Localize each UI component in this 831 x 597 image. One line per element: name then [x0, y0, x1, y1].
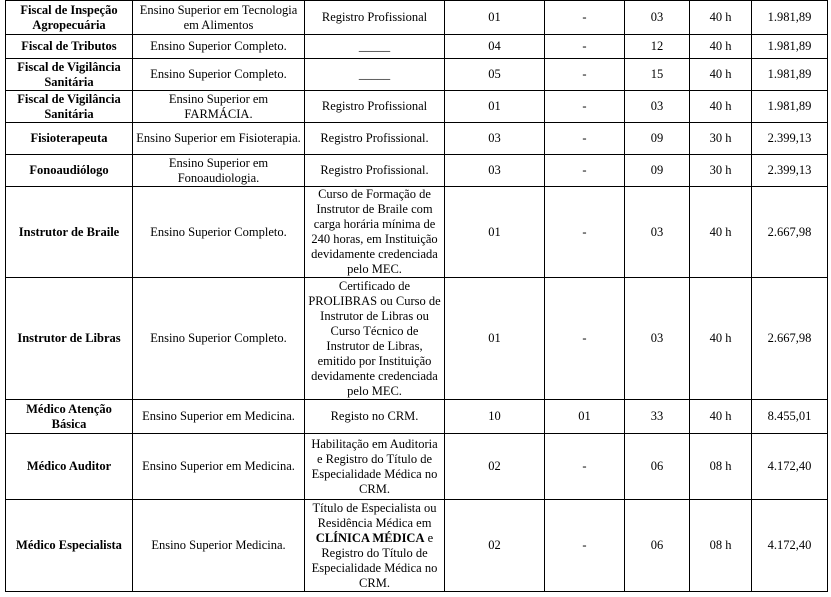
table-row — [6, 434, 828, 500]
cell-pcd: - — [545, 91, 625, 123]
cell-requisito — [305, 123, 445, 155]
cell-cargo: Fiscal de Vigilância Sanitária — [6, 59, 133, 91]
cell-carga: 30 h — [690, 123, 752, 155]
cell-pcd: - — [545, 155, 625, 187]
requisito-text: _____ — [358, 67, 391, 81]
requisito-text: Registo no CRM. — [330, 409, 419, 423]
cell-cr: 15 — [625, 59, 690, 91]
cell-cr: 12 — [625, 35, 690, 59]
cell-ampla: 01 — [445, 91, 545, 123]
cell-carga: 40 h — [690, 59, 752, 91]
cell-requisito — [305, 35, 445, 59]
cell-vencimento: 1.981,89 — [752, 59, 828, 91]
cell-escolaridade: Ensino Superior em Fonoaudiologia. — [133, 155, 305, 187]
cell-ampla: 01 — [445, 1, 545, 35]
cell-vencimento: 1.981,89 — [752, 35, 828, 59]
cell-cargo: Fonoaudiólogo — [6, 155, 133, 187]
cell-vencimento: 4.172,40 — [752, 434, 828, 500]
cell-escolaridade: Ensino Superior em Fisioterapia. — [133, 123, 305, 155]
cell-requisito — [305, 59, 445, 91]
cell-ampla: 05 — [445, 59, 545, 91]
table-row — [6, 400, 828, 434]
cell-requisito — [305, 187, 445, 278]
cell-cr: 09 — [625, 123, 690, 155]
cell-ampla: 10 — [445, 400, 545, 434]
table-row — [6, 155, 828, 187]
requisito-text: Registro Profissional — [321, 99, 428, 113]
requisito-text: Habilitação em Auditoria e Registro do Título de Especialidade Médica no CRM. — [311, 436, 438, 496]
cell-vencimento: 2.667,98 — [752, 278, 828, 400]
cell-vencimento: 8.455,01 — [752, 400, 828, 434]
cell-requisito — [305, 400, 445, 434]
cell-carga: 40 h — [690, 187, 752, 278]
cell-cr: 06 — [625, 434, 690, 500]
cell-carga: 08 h — [690, 434, 752, 500]
cell-vencimento: 2.667,98 — [752, 187, 828, 278]
cell-pcd: - — [545, 278, 625, 400]
cell-carga: 40 h — [690, 278, 752, 400]
table-row — [6, 187, 828, 278]
cell-pcd: - — [545, 500, 625, 592]
cell-escolaridade: Ensino Superior em FARMÁCIA. — [133, 91, 305, 123]
cell-requisito — [305, 155, 445, 187]
cell-cr: 03 — [625, 187, 690, 278]
requisito-text: Certificado de PROLIBRAS ou Curso de Instrutor de Libras ou Curso Técnico de Instrutor de Libras, emitido por Instituição devidamente credenciada pelo MEC. — [308, 278, 441, 398]
cell-escolaridade: Ensino Superior Completo. — [133, 278, 305, 400]
table-row — [6, 278, 828, 400]
requisito-text: Registro Profissional — [321, 10, 428, 24]
requisito-text: _____ — [358, 39, 391, 53]
table-row — [6, 500, 828, 592]
cell-cr: 03 — [625, 91, 690, 123]
cell-carga: 40 h — [690, 400, 752, 434]
cell-pcd: - — [545, 187, 625, 278]
cell-ampla: 03 — [445, 123, 545, 155]
cell-pcd: - — [545, 123, 625, 155]
requisito-text: Título de Especialista ou Residência Médica em — [312, 500, 437, 530]
cell-escolaridade: Ensino Superior em Medicina. — [133, 434, 305, 500]
cell-cr: 33 — [625, 400, 690, 434]
cell-escolaridade: Ensino Superior Medicina. — [133, 500, 305, 592]
cell-cr: 09 — [625, 155, 690, 187]
cell-cargo: Fiscal de Tributos — [6, 35, 133, 59]
requisito-text: Curso de Formação de Instrutor de Braile com carga horária mínima de 240 horas, em Instituição devidamente credenciada pelo MEC. — [311, 187, 438, 276]
cell-vencimento: 1.981,89 — [752, 91, 828, 123]
table-row — [6, 123, 828, 155]
cell-ampla: 02 — [445, 500, 545, 592]
cell-pcd: - — [545, 35, 625, 59]
cell-ampla: 01 — [445, 278, 545, 400]
requisito-text: Registro Profissional. — [320, 131, 429, 145]
cell-escolaridade: Ensino Superior Completo. — [133, 187, 305, 278]
cell-carga: 08 h — [690, 500, 752, 592]
cell-cr: 06 — [625, 500, 690, 592]
cell-ampla: 01 — [445, 187, 545, 278]
cell-cargo: Instrutor de Braile — [6, 187, 133, 278]
cell-escolaridade: Ensino Superior Completo. — [133, 59, 305, 91]
cell-carga: 30 h — [690, 155, 752, 187]
cell-ampla: 03 — [445, 155, 545, 187]
cell-pcd: - — [545, 434, 625, 500]
cell-escolaridade: Ensino Superior Completo. — [133, 35, 305, 59]
cell-requisito — [305, 434, 445, 500]
cell-vencimento: 2.399,13 — [752, 155, 828, 187]
cell-ampla: 02 — [445, 434, 545, 500]
cell-carga: 40 h — [690, 35, 752, 59]
cargos-table-body — [6, 1, 828, 592]
table-row — [6, 91, 828, 123]
requisito-text: Registro Profissional. — [320, 163, 429, 177]
cell-cargo: Fiscal de Vigilância Sanitária — [6, 91, 133, 123]
table-row — [6, 1, 828, 35]
cell-vencimento: 1.981,89 — [752, 1, 828, 35]
cell-requisito — [305, 91, 445, 123]
cell-vencimento: 2.399,13 — [752, 123, 828, 155]
cell-cargo: Fisioterapeuta — [6, 123, 133, 155]
cell-carga: 40 h — [690, 91, 752, 123]
cargos-table — [5, 0, 828, 592]
requisito-text: CLÍNICA MÉDICA — [315, 530, 425, 545]
cell-pcd: 01 — [545, 400, 625, 434]
cell-cargo: Médico Auditor — [6, 434, 133, 500]
cell-cr: 03 — [625, 1, 690, 35]
cell-escolaridade: Ensino Superior em Medicina. — [133, 400, 305, 434]
cell-cargo: Médico Atenção Básica — [6, 400, 133, 434]
cell-escolaridade: Ensino Superior em Tecnologia em Alimentos — [133, 1, 305, 35]
cell-requisito — [305, 1, 445, 35]
cell-cargo: Fiscal de Inspeção Agropecuária — [6, 1, 133, 35]
cell-requisito — [305, 278, 445, 400]
table-row — [6, 59, 828, 91]
cell-pcd: - — [545, 1, 625, 35]
cell-vencimento: 4.172,40 — [752, 500, 828, 592]
cell-ampla: 04 — [445, 35, 545, 59]
cell-pcd: - — [545, 59, 625, 91]
cell-cargo: Instrutor de Libras — [6, 278, 133, 400]
requisito-text: e Registro do Título de Especialidade Médica no CRM. — [311, 530, 438, 590]
table-row — [6, 35, 828, 59]
cell-cr: 03 — [625, 278, 690, 400]
cell-carga: 40 h — [690, 1, 752, 35]
cell-cargo: Médico Especialista — [6, 500, 133, 592]
cell-requisito — [305, 500, 445, 592]
